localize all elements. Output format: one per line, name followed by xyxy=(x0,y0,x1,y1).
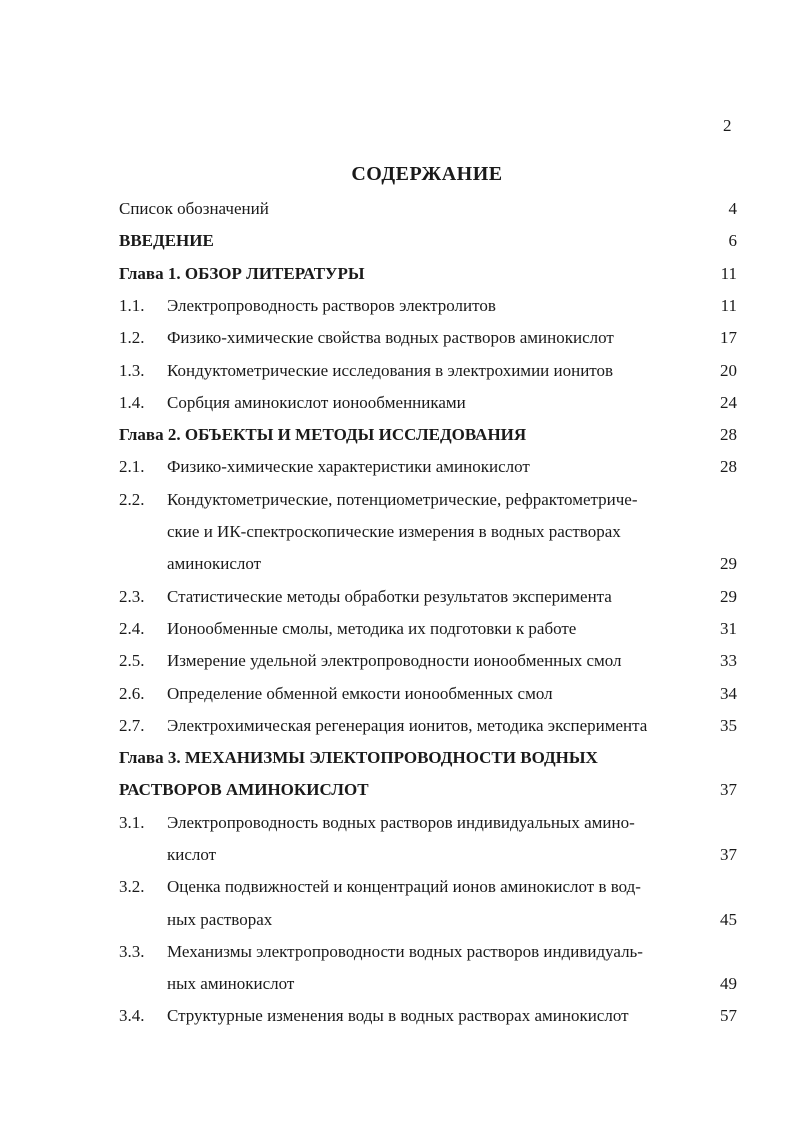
toc-entry-title: Механизмы электропроводности водных растворов индивидуаль- xyxy=(167,942,643,961)
toc-entry-title: Измерение удельной электропроводности ионообменных смол xyxy=(167,651,622,670)
toc-entry-continuation xyxy=(119,844,737,866)
toc-entry-number: 2.5. xyxy=(119,651,145,670)
toc-entry-number: 2.1. xyxy=(119,457,145,476)
toc-entry xyxy=(119,650,737,672)
toc-entry-page: 33 xyxy=(720,651,737,670)
toc-entry-title: Электрохимическая регенерация ионитов, методика эксперимента xyxy=(167,716,648,735)
toc-entry-continuation xyxy=(119,973,737,995)
toc-entry-continuation xyxy=(119,521,737,543)
toc-entry xyxy=(119,263,737,285)
toc-entry-title: Ионообменные смолы, методика их подготовки к работе xyxy=(167,619,577,638)
toc-entry-page: 28 xyxy=(720,425,737,444)
toc-entry xyxy=(119,230,737,252)
toc-entry-title: Глава 1. ОБЗОР ЛИТЕРАТУРЫ xyxy=(119,264,365,283)
toc-entry-title: аминокислот xyxy=(167,554,262,573)
toc-entry-title: Структурные изменения воды в водных растворах аминокислот xyxy=(167,1006,629,1025)
toc-entry-number: 3.2. xyxy=(119,877,145,896)
toc-entry xyxy=(119,1005,737,1027)
toc-entry-page: 34 xyxy=(720,684,737,703)
toc-entry xyxy=(119,456,737,478)
toc-entry-number: 3.3. xyxy=(119,942,145,961)
toc-entry-title: Физико-химические характеристики аминокислот xyxy=(167,457,530,476)
toc-entry-continuation xyxy=(119,779,737,801)
toc-entry-number: 2.4. xyxy=(119,619,145,638)
toc-entry-page: 49 xyxy=(720,974,737,993)
toc-entry-title: Электропроводность растворов электролитов xyxy=(167,296,496,315)
toc-entry-title: Оценка подвижностей и концентраций ионов аминокислот в вод- xyxy=(167,877,641,896)
toc-entry xyxy=(119,747,737,769)
toc-entry xyxy=(119,876,737,898)
toc-entry xyxy=(119,489,737,511)
toc-entry-title: кислот xyxy=(167,845,217,864)
toc-entry-title: Кондуктометрические, потенциометрические, рефрактометриче- xyxy=(167,490,638,509)
toc-entry-page: 45 xyxy=(720,910,737,929)
toc-entry-number: 3.1. xyxy=(119,813,145,832)
toc-entry xyxy=(119,715,737,737)
toc-entry xyxy=(119,941,737,963)
toc-entry-page: 37 xyxy=(720,780,737,799)
toc-entry-number: 1.2. xyxy=(119,328,145,347)
toc-entry xyxy=(119,618,737,640)
toc-entry xyxy=(119,327,737,349)
toc-entry-title: Кондуктометрические исследования в электрохимии ионитов xyxy=(167,361,614,380)
toc-entry xyxy=(119,198,737,220)
toc-entry-number: 2.7. xyxy=(119,716,145,735)
toc-entry xyxy=(119,295,737,317)
toc-entry-title: Физико-химические свойства водных растворов аминокислот xyxy=(167,328,614,347)
toc-entry-title: Определение обменной емкости ионообменных смол xyxy=(167,684,553,703)
toc-entry-page: 31 xyxy=(720,619,737,638)
toc-entry-page: 29 xyxy=(720,554,737,573)
page-number: 2 xyxy=(723,116,732,135)
toc-entry-title: ВВЕДЕНИЕ xyxy=(119,231,214,250)
toc-entry-number: 1.3. xyxy=(119,361,145,380)
toc-entry-continuation xyxy=(119,553,737,575)
toc-entry xyxy=(119,683,737,705)
toc-entry-page: 11 xyxy=(720,296,737,315)
toc-entry-title: ных растворах xyxy=(167,910,273,929)
toc-entry-page: 4 xyxy=(728,199,737,218)
toc-entry-title: Список обозначений xyxy=(119,199,269,218)
page-title: СОДЕРЖАНИЕ xyxy=(351,163,503,185)
toc-entry-page: 29 xyxy=(720,587,737,606)
toc-entry xyxy=(119,424,737,446)
toc-entry-title: ские и ИК-спектроскопические измерения в водных растворах xyxy=(167,522,621,541)
toc-entry-title: Глава 2. ОБЪЕКТЫ И МЕТОДЫ ИССЛЕДОВАНИЯ xyxy=(119,425,527,444)
toc-entry xyxy=(119,586,737,608)
toc-entry xyxy=(119,812,737,834)
toc-entry-page: 17 xyxy=(720,328,737,347)
toc-entry-page: 20 xyxy=(720,361,737,380)
toc-entry-page: 37 xyxy=(720,845,737,864)
toc-entry-number: 2.3. xyxy=(119,587,145,606)
toc-entry-title: ных аминокислот xyxy=(167,974,295,993)
toc-entry-title: Статистические методы обработки результатов эксперимента xyxy=(167,587,612,606)
toc-entry-page: 57 xyxy=(720,1006,737,1025)
toc-entry xyxy=(119,360,737,382)
toc-entry-continuation xyxy=(119,909,737,931)
toc-entry-number: 2.2. xyxy=(119,490,145,509)
toc-entry-page: 28 xyxy=(720,457,737,476)
toc-entry-page: 35 xyxy=(720,716,737,735)
toc-entry-page: 24 xyxy=(720,393,737,412)
toc-entry-number: 1.4. xyxy=(119,393,145,412)
toc-entry xyxy=(119,392,737,414)
toc-entry-page: 6 xyxy=(728,231,737,250)
toc-entry-number: 3.4. xyxy=(119,1006,145,1025)
toc-entry-number: 2.6. xyxy=(119,684,145,703)
toc-entry-title: РАСТВОРОВ АМИНОКИСЛОТ xyxy=(119,780,369,799)
toc-entry-title: Сорбция аминокислот ионообменниками xyxy=(167,393,466,412)
toc-entry-title: Электропроводность водных растворов индивидуальных амино- xyxy=(167,813,635,832)
toc-entry-page: 11 xyxy=(720,264,737,283)
toc-entry-title: Глава 3. МЕХАНИЗМЫ ЭЛЕКТОПРОВОДНОСТИ ВОДНЫХ xyxy=(119,748,598,767)
toc-entry-number: 1.1. xyxy=(119,296,145,315)
